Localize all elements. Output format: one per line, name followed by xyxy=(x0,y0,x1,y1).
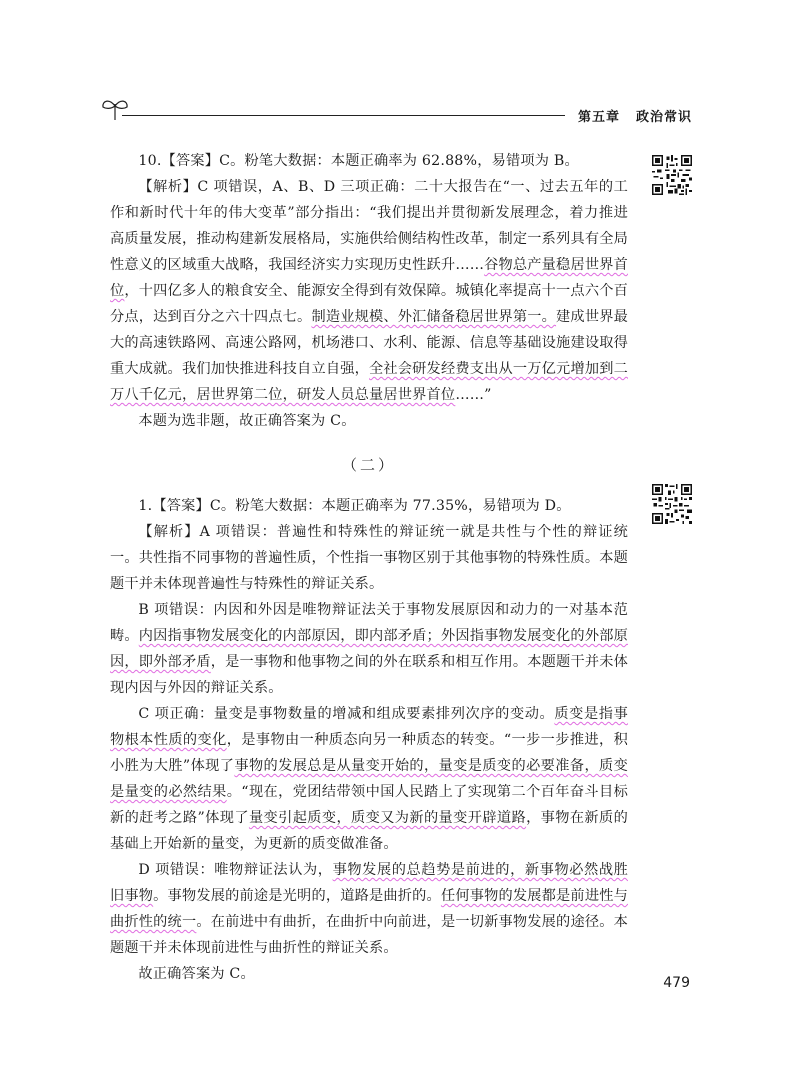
qr-code-icon[interactable] xyxy=(652,484,692,524)
highlight: 全社会研发经费支出从一万亿元增加到二万八千亿元，居世界第二位，研发人员总量居世界首位 xyxy=(110,361,628,403)
answer-line: 1.【答案】C。粉笔大数据：本题正确率为 77.35%，易错项为 D。 xyxy=(138,498,571,514)
highlight: 谷物总产量稳居世界首位 xyxy=(110,257,628,299)
highlight: 量变引起质变，质变又为新的量变开辟道路 xyxy=(248,810,527,826)
analysis-paragraph-d xyxy=(110,857,628,961)
analysis-text: ……” xyxy=(455,387,492,403)
analysis-text: 。在前进中有曲折，在曲折中向前进，是一切新事物发展的途径。本题题干并未体现前进性与曲折性的辩证关系。 xyxy=(110,914,628,956)
analysis-text: 建成世界最大的高速铁路网、高速公路网，机场港口、水利、能源、信息等基础设施建设取得重大成就。我们加快推进科技自立自强， xyxy=(110,309,628,377)
highlight: 质变是指事物根本性质的变化 xyxy=(110,706,628,748)
analysis-label: 【解析】 xyxy=(138,179,198,195)
analysis-paragraph-c xyxy=(110,701,628,857)
chapter-section: 政治常识 xyxy=(635,110,692,125)
analysis-text: 。事物发展的前途是光明的，道路是曲折的。 xyxy=(153,888,441,904)
highlight: 内因指事物发展变化的内部原因，即内部矛盾；外因指事物发展变化的外部原因，即外部矛盾 xyxy=(110,628,628,670)
running-header xyxy=(100,96,700,126)
conclusion: 故正确答案为 C。 xyxy=(138,966,255,982)
analysis-text: B 项错误：内因和外因是唯物辩证法关于事物发展原因和动力的一对基本范畴。 xyxy=(110,602,628,644)
analysis-text: A 项错误：普遍性和特殊性的辩证统一就是共性与个性的辩证统一。共性指不同事物的普遍性质，个性指一事物区别于其他事物的特殊性质。本题题干并未体现普遍性与特殊性的辩证关系。 xyxy=(110,524,628,592)
analysis-text: ，是一事物和他事物之间的外在联系和相互作用。本题题干并未体现内因与外因的辩证关系。 xyxy=(110,654,628,696)
answer-line: 10.【答案】C。粉笔大数据：本题正确率为 62.88%，易错项为 B。 xyxy=(138,153,579,169)
highlight: 事物的发展总是从量变开始的，量变是质变的必要准备，质变是量变的必然结果 xyxy=(110,758,629,800)
analysis-text: 。“现在，党团结带领中国人民踏上了实现第二个百年奋斗目标新的赶考之路”体现了 xyxy=(110,784,628,826)
highlight: 任何事物的发展都是前进性与曲折性的统一 xyxy=(110,888,628,930)
page-number: 479 xyxy=(663,975,690,991)
analysis-label: 【解析】 xyxy=(138,524,200,540)
analysis-paragraph-a xyxy=(110,519,628,597)
highlight: 制造业规模、外汇储备稳居世界第一。 xyxy=(311,309,557,325)
question-1 xyxy=(110,493,628,987)
analysis-paragraph xyxy=(110,174,628,408)
chapter-number: 第五章 xyxy=(577,110,620,125)
conclusion: 本题为选非题，故正确答案为 C。 xyxy=(138,413,356,429)
analysis-text: ，事物在新质的基础上开始新的量变，为更新的质变做准备。 xyxy=(110,810,628,852)
leaf-icon xyxy=(100,96,130,122)
header-rule xyxy=(122,115,565,116)
analysis-text: C 项错误，A、B、D 三项正确：二十大报告在“一、过去五年的工作和新时代十年的伟大变革”部分指出：“我们提出并贯彻新发展理念，着力推进高质量发展，推动构建新发展格局，实施供给侧结构性改革，制定一系列具有全局性意义的区域重大战略，我国经济实力实现历史性跃升…… xyxy=(110,179,628,273)
analysis-text: C 项正确：量变是事物数量的增减和组成要素排列次序的变动。 xyxy=(138,706,555,722)
analysis-text: D 项错误：唯物辩证法认为， xyxy=(138,862,333,878)
question-10 xyxy=(110,148,628,434)
analysis-paragraph-b xyxy=(110,597,628,701)
section-heading: （二） xyxy=(341,456,396,474)
analysis-text: ，十四亿多人的粮食安全、能源安全得到有效保障。城镇化率提高十一点六个百分点，达到百分之六十四点七。 xyxy=(110,283,628,325)
page-body xyxy=(110,148,628,987)
chapter-title xyxy=(578,106,692,125)
analysis-text: ，是事物由一种质态向另一种质态的转变。“一步一步推进，积小胜为大胜”体现了 xyxy=(110,732,628,774)
highlight: 事物发展的总趋势是前进的，新事物必然战胜旧事物 xyxy=(110,862,628,904)
qr-code-icon[interactable] xyxy=(652,155,692,195)
